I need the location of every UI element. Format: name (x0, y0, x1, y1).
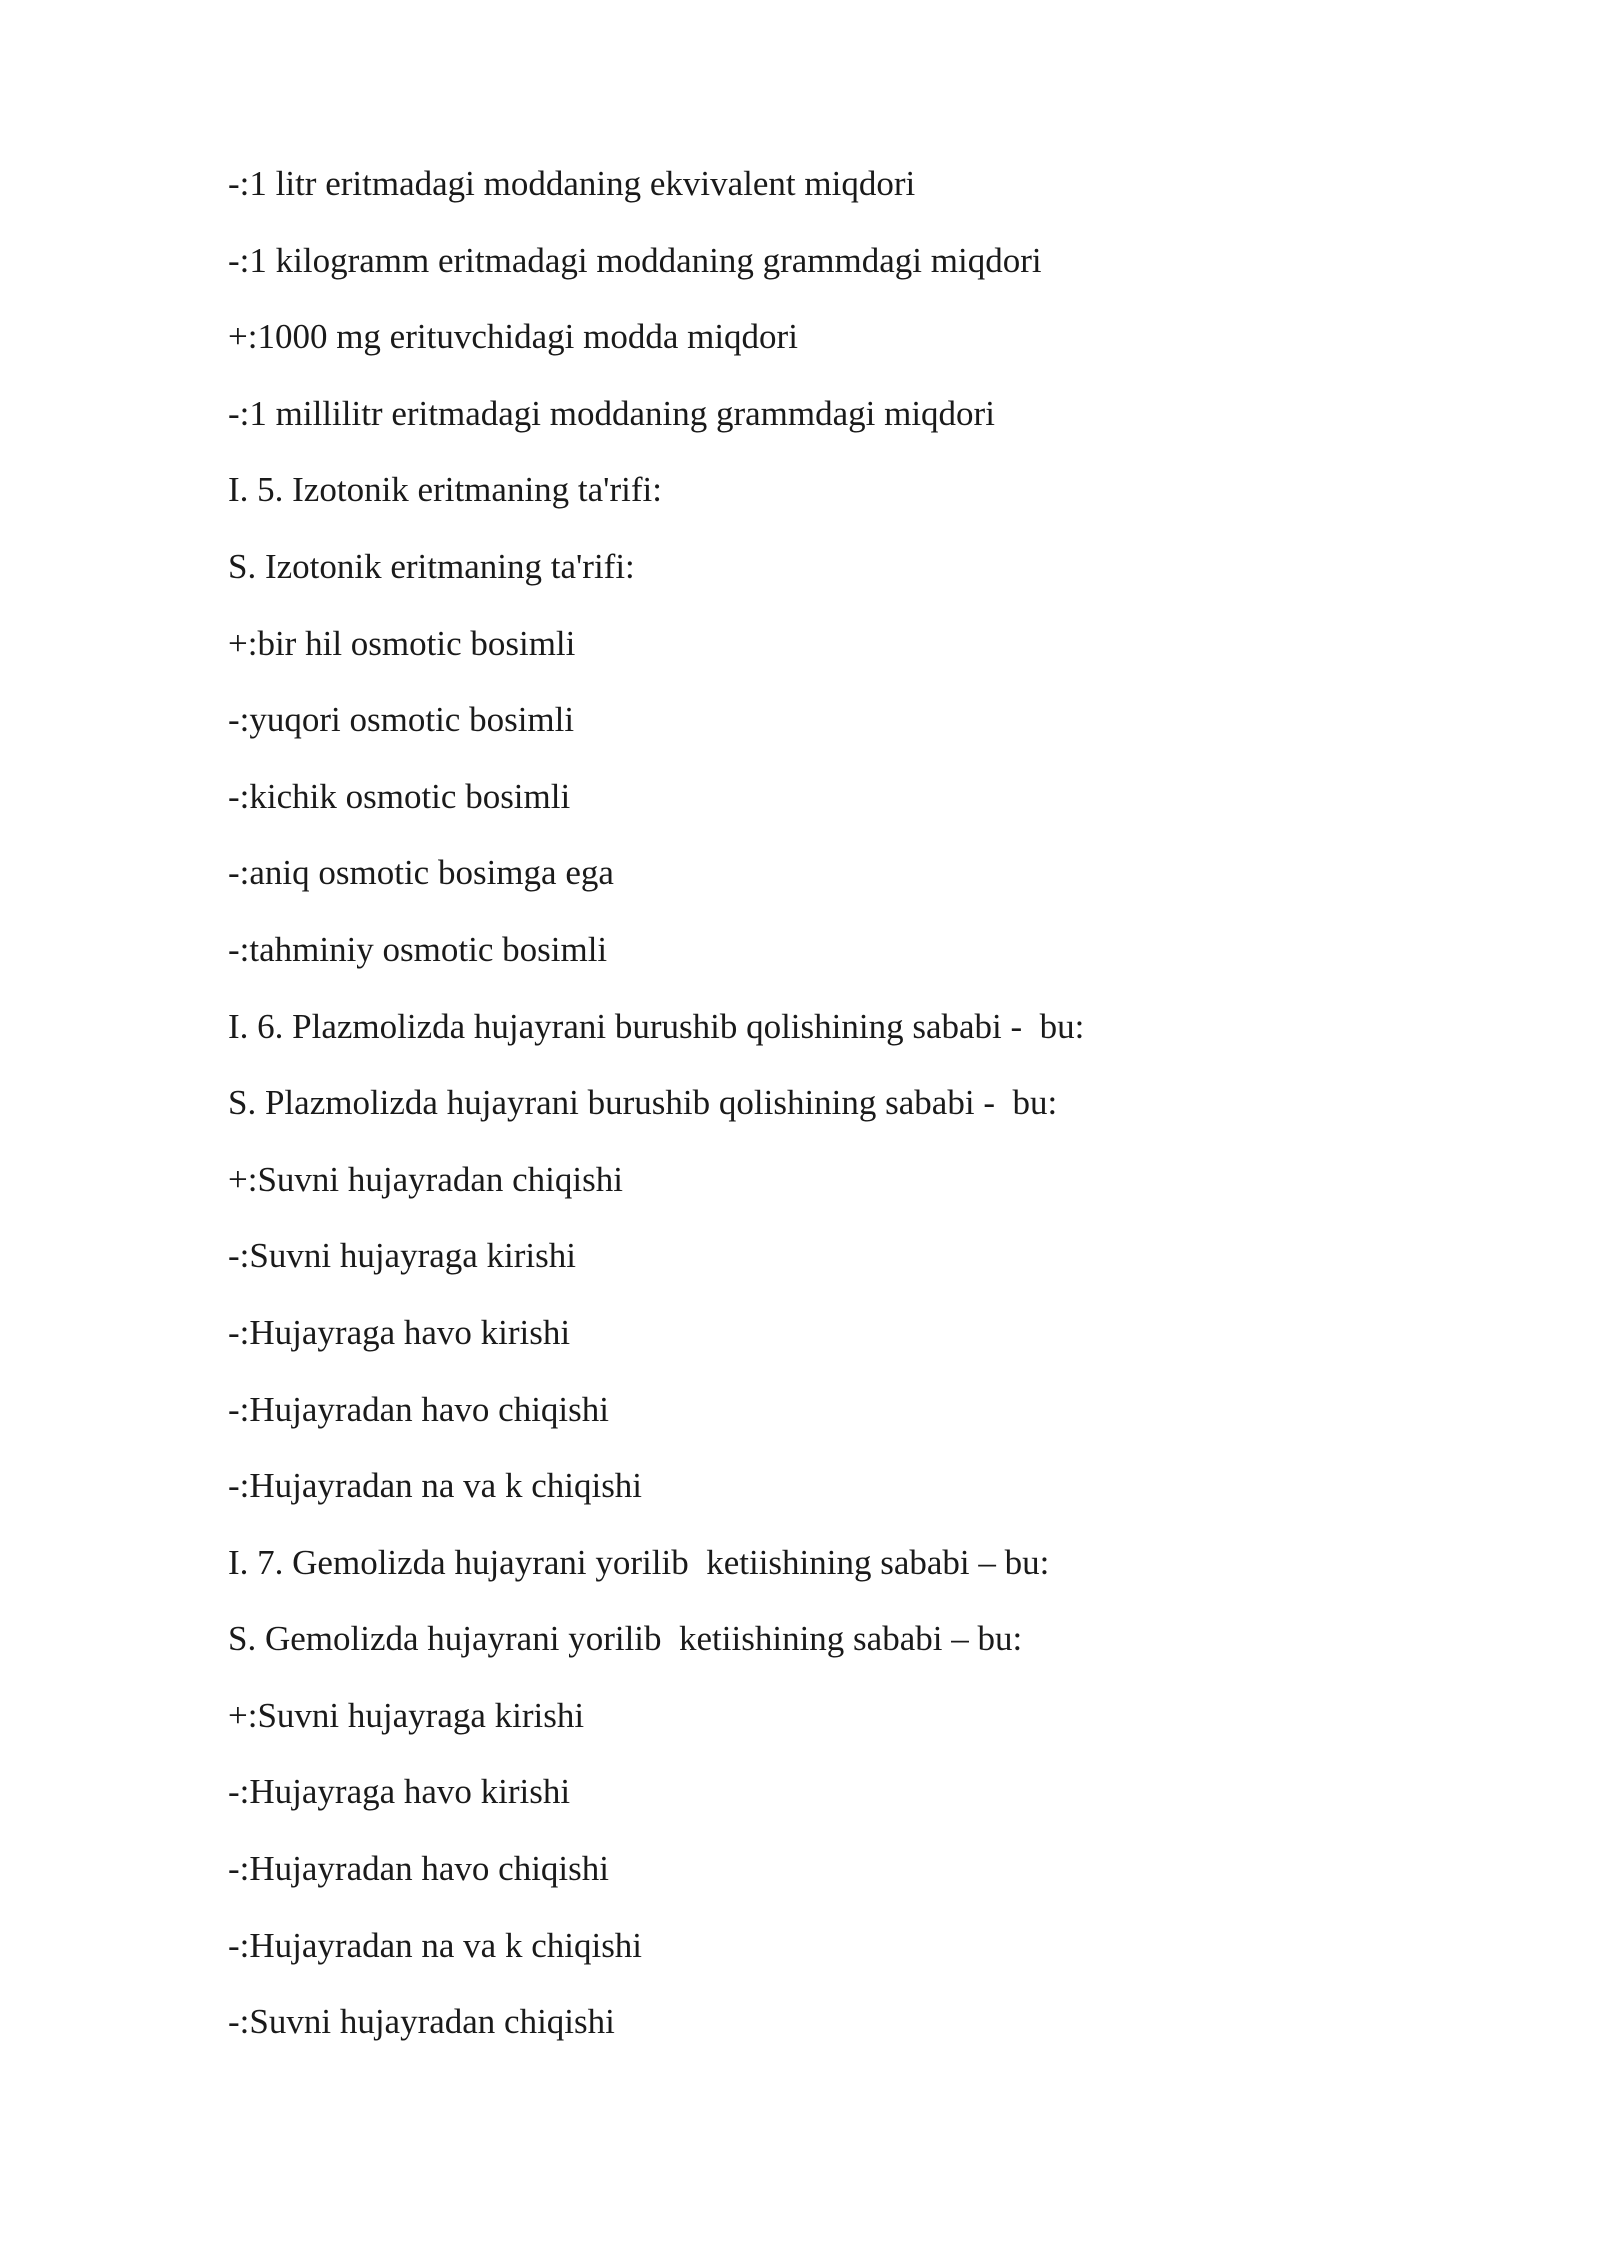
answer-option-correct: +:1000 mg erituvchidagi modda miqdori (228, 317, 798, 357)
question-heading: I. 6. Plazmolizda hujayrani burushib qolishining sababi - bu: (228, 1006, 1085, 1046)
question-statement: S. Gemolizda hujayrani yorilib ketiishining sababi – bu: (228, 1619, 1023, 1659)
answer-option-wrong: -:tahminiy osmotic bosimli (228, 929, 608, 969)
answer-option-wrong: -:1 litr eritmadagi moddaning ekvivalent miqdori (228, 164, 916, 203)
question-statement: S. Plazmolizda hujayrani burushib qolishining sababi - bu: (228, 1083, 1058, 1123)
answer-option-wrong: -:Hujayradan na va k chiqishi (228, 1925, 643, 1965)
answer-option-wrong: -:Suvni hujayraga kirishi (228, 1236, 577, 1276)
answer-option-wrong: -:Suvni hujayradan chiqishi (228, 2002, 615, 2042)
answer-option-correct: +:bir hil osmotic bosimli (228, 623, 576, 663)
answer-option-wrong: -:Hujayradan na va k chiqishi (228, 1466, 643, 1506)
document-body (228, 146, 1408, 2061)
question-heading: I. 5. Izotonik eritmaning ta'rifi: (228, 470, 662, 510)
answer-option-wrong: -:1 millilitr eritmadagi moddaning grammdagi miqdori (228, 393, 995, 433)
answer-option-wrong: -:Hujayraga havo kirishi (228, 1772, 571, 1812)
question-statement: S. Izotonik eritmaning ta'rifi: (228, 546, 635, 586)
answer-option-correct: +:Suvni hujayradan chiqishi (228, 1159, 623, 1199)
question-heading: I. 7. Gemolizda hujayrani yorilib ketiishining sababi – bu: (228, 1542, 1050, 1582)
answer-option-wrong: -:kichik osmotic bosimli (228, 776, 571, 816)
answer-option-correct: +:Suvni hujayraga kirishi (228, 1695, 585, 1735)
answer-option-wrong: -:1 kilogramm eritmadagi moddaning grammdagi miqdori (228, 240, 1042, 280)
answer-option-wrong: -:aniq osmotic bosimga ega (228, 853, 614, 893)
answer-option-wrong: -:Hujayraga havo kirishi (228, 1312, 571, 1352)
answer-option-wrong: -:yuqori osmotic bosimli (228, 700, 575, 740)
answer-option-wrong: -:Hujayradan havo chiqishi (228, 1389, 610, 1429)
answer-option-wrong: -:Hujayradan havo chiqishi (228, 1849, 610, 1889)
